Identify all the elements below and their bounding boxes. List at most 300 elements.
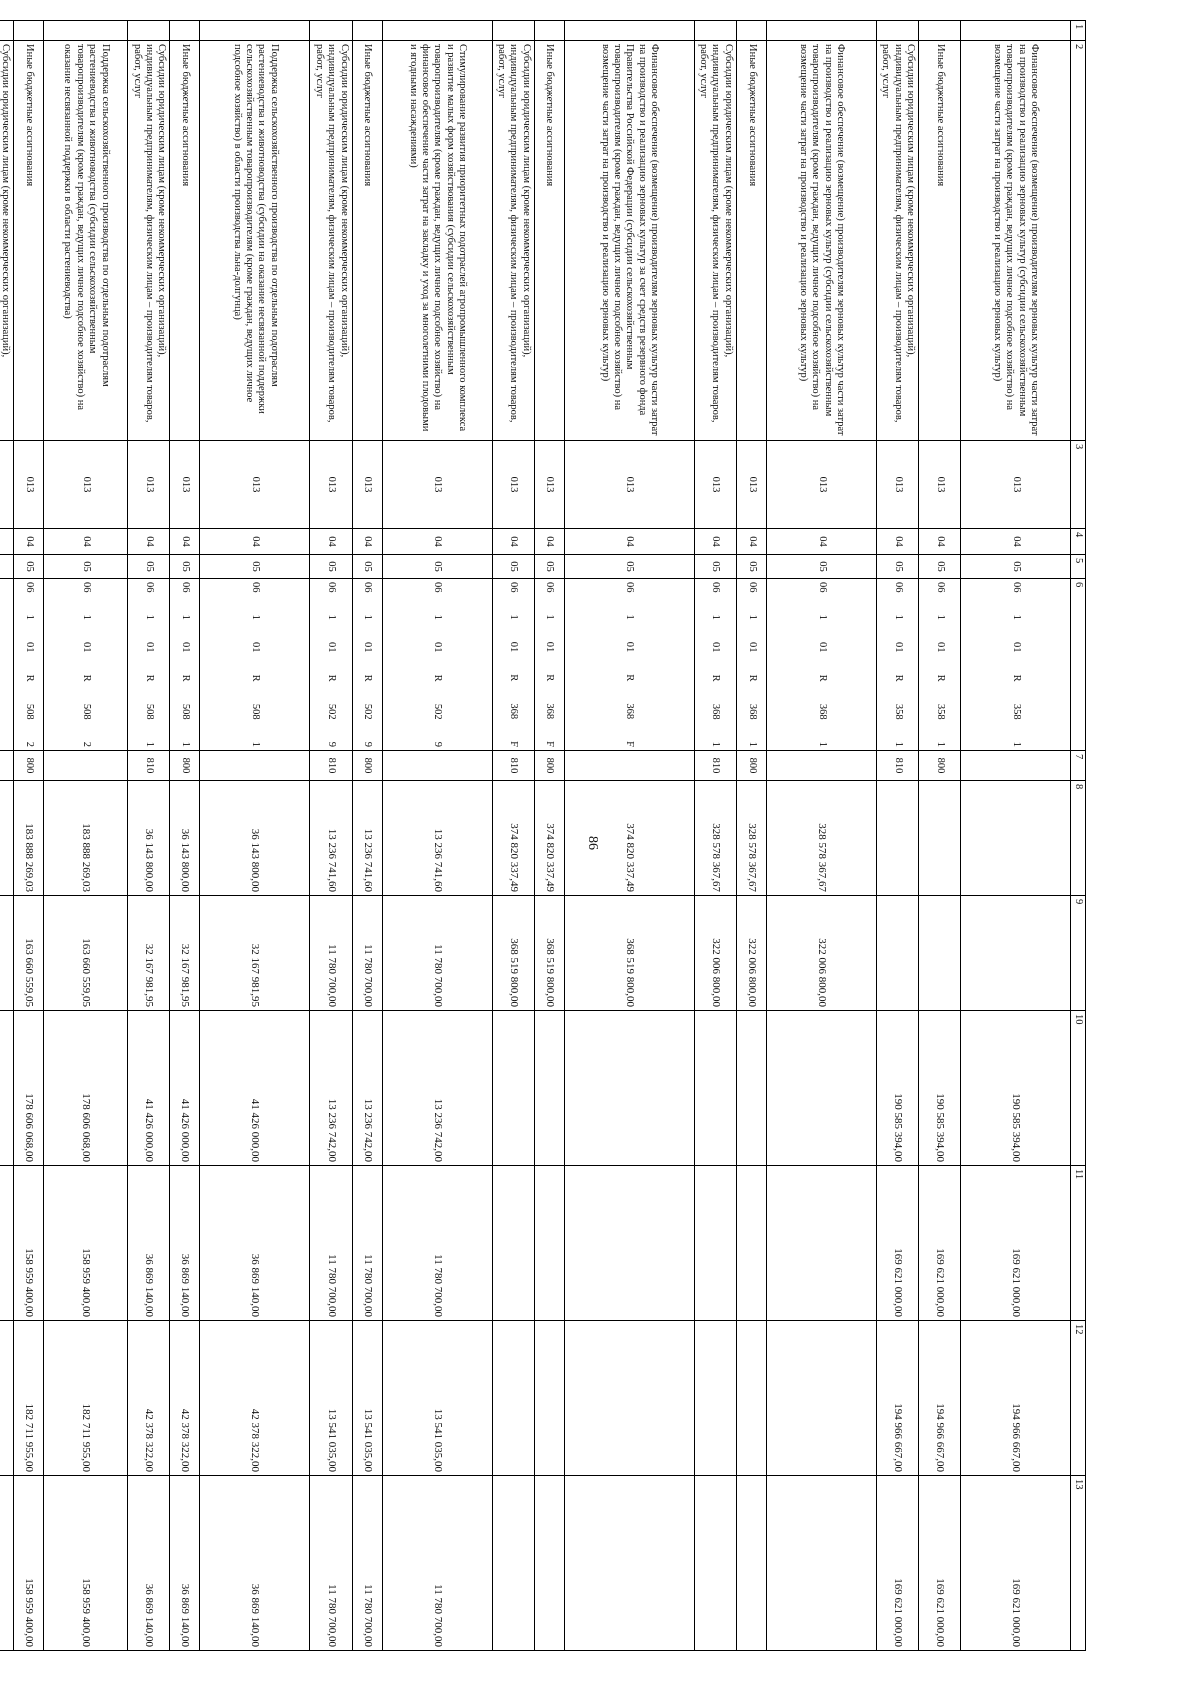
row-spacer-cell: [310, 21, 352, 41]
code-part: 358: [892, 703, 904, 720]
amount-col-12: 13 541 035,00: [310, 1321, 352, 1476]
admin-code: 013: [534, 441, 564, 529]
target-article-code: [0, 579, 14, 751]
table-row: [352, 21, 382, 1651]
code-part: 1: [892, 614, 904, 620]
amount-col-12: [564, 1321, 694, 1476]
code-part: F: [624, 741, 636, 747]
subsection-code: 05: [128, 555, 170, 579]
code-part: 1: [250, 741, 262, 747]
amount-col-13: [766, 1476, 876, 1651]
code-part: 1: [508, 614, 520, 620]
code-part: R: [624, 674, 636, 682]
section-code: 04: [170, 529, 200, 555]
row-name: Поддержка сельскохозяйственного производства по отдельным подотраслям растениеводства и животноводства (субсидии на оказание несвязанной поддержки сельскохозяйственным товаропроизводителям (кроме граждан, ведущих личное подсобное хозяйство) в области производства льна-долгунца): [200, 41, 310, 441]
amount-col-11: [766, 1166, 876, 1321]
amount-col-8: [919, 781, 961, 896]
code-part: 2: [24, 741, 36, 747]
row-spacer-cell: [0, 21, 14, 41]
row-name: Финансовое обеспечение (возмещение) производителям зерновых культур части затрат на производство и реализацию зерновых культур (субсидии сельскохозяйственным товаропроизводителям (кроме граждан, ведущих личное подсобное хозяйство) на возмещение части затрат на производство и реализацию зерновых культур): [961, 41, 1071, 441]
code-part: 01: [892, 642, 904, 653]
amount-col-12: 182 711 955,00: [14, 1321, 44, 1476]
amount-col-8: 183 888 269,03: [14, 781, 44, 896]
subsection-code: 05: [876, 555, 918, 579]
code-part: 1: [362, 614, 374, 620]
row-name: Субсидии юридическим лицам (кроме некоммерческих организаций), индивидуальным предпринимателям, физическим лицам – производителям товаров, работ, услуг: [694, 41, 736, 441]
code-part: 1: [250, 614, 262, 620]
section-code: 04: [919, 529, 961, 555]
amount-col-8: 36 143 800,00: [200, 781, 310, 896]
code-part: 508: [144, 703, 156, 720]
amount-col-12: [766, 1321, 876, 1476]
code-part: 06: [250, 582, 262, 593]
row-name: Иные бюджетные ассигнования: [170, 41, 200, 441]
target-article-code: [766, 579, 876, 751]
amount-col-12: 13 541 035,00: [352, 1321, 382, 1476]
code-part: 01: [180, 642, 192, 653]
expense-type-code: [0, 751, 14, 781]
amount-col-8: 36 143 800,00: [170, 781, 200, 896]
amount-col-13: 158 959 400,00: [14, 1476, 44, 1651]
code-part: 01: [508, 641, 520, 653]
code-part: 1: [544, 614, 556, 620]
expense-type-code: 810: [128, 751, 170, 781]
admin-code: 013: [919, 441, 961, 529]
code-part: 06: [24, 582, 36, 593]
admin-code: 013: [961, 441, 1071, 529]
table-row: [200, 21, 310, 1651]
section-code: 04: [382, 529, 492, 555]
expense-type-code: 800: [352, 751, 382, 781]
amount-col-13: 36 869 140,00: [128, 1476, 170, 1651]
row-spacer-cell: [961, 21, 1071, 41]
amount-col-12: 182 711 955,00: [44, 1321, 128, 1476]
amount-col-8: 183 888 269,03: [44, 781, 128, 896]
row-name: Финансовое обеспечение (возмещение) производителям зерновых культур части затрат на производство и реализацию зерновых культур за счет средств резервного фонда Правительства Российской Федерации (субсидии сельскохозяйственным товаропроизводителям (кроме граждан, ведущих личное подсобное хозяйство) на возмещение части затрат на производство и реализацию зерновых культур): [564, 41, 694, 441]
admin-code: 013: [128, 441, 170, 529]
code-part: 06: [1010, 582, 1022, 593]
code-part: R: [432, 674, 444, 682]
amount-col-12: 42 378 322,00: [170, 1321, 200, 1476]
code-part: 1: [934, 741, 946, 747]
row-name: Иные бюджетные ассигнования: [352, 41, 382, 441]
section-code: 04: [128, 529, 170, 555]
row-spacer-cell: [170, 21, 200, 41]
admin-code: 013: [736, 441, 766, 529]
row-spacer-cell: [128, 21, 170, 41]
code-part: 368: [710, 703, 722, 720]
amount-col-12: [736, 1321, 766, 1476]
amount-col-11: 169 621 000,00: [876, 1166, 918, 1321]
expense-type-code: 800: [919, 751, 961, 781]
amount-col-11: 169 621 000,00: [919, 1166, 961, 1321]
amount-col-8: 374 820 337,49: [534, 781, 564, 896]
table-row: [694, 21, 736, 1651]
amount-col-11: [564, 1166, 694, 1321]
column-number-5: 5: [1071, 555, 1086, 579]
code-part: 9: [326, 741, 338, 747]
code-part: R: [746, 674, 758, 682]
admin-code: 013: [14, 441, 44, 529]
table-row: [492, 21, 534, 1651]
subsection-code: 05: [736, 555, 766, 579]
row-spacer-cell: [876, 21, 918, 41]
amount-col-12: 42 378 322,00: [128, 1321, 170, 1476]
amount-col-9: 322 006 800,00: [736, 896, 766, 1011]
code-part: 1: [710, 741, 722, 747]
amount-col-11: 11 780 700,00: [382, 1166, 492, 1321]
target-article-code-parts: [1009, 582, 1021, 747]
amount-col-10: [534, 1011, 564, 1166]
table-row: [564, 21, 694, 1651]
amount-col-11: 158 959 400,00: [14, 1166, 44, 1321]
table-row: [44, 21, 128, 1651]
table-row: [766, 21, 876, 1651]
code-part: 508: [250, 703, 262, 720]
amount-col-10: 178 606 068,00: [14, 1011, 44, 1166]
amount-col-13: 11 780 700,00: [382, 1476, 492, 1651]
code-part: 368: [624, 703, 636, 720]
section-code: 04: [876, 529, 918, 555]
amount-col-9: [919, 896, 961, 1011]
admin-code: 013: [382, 441, 492, 529]
amount-col-12: [492, 1321, 534, 1476]
code-part: R: [81, 674, 93, 682]
code-part: 06: [326, 582, 338, 593]
subsection-code: 05: [534, 555, 564, 579]
amount-col-11: 36 869 140,00: [128, 1166, 170, 1321]
target-article-code: [919, 579, 961, 751]
amount-col-11: [694, 1166, 736, 1321]
expense-type-code: [382, 751, 492, 781]
amount-col-8: [961, 781, 1071, 896]
code-part: R: [250, 674, 262, 682]
amount-col-11: 169 621 000,00: [961, 1166, 1071, 1321]
table-row: [170, 21, 200, 1651]
section-code: 04: [44, 529, 128, 555]
section-code: 04: [736, 529, 766, 555]
table-row: [919, 21, 961, 1651]
amount-col-10: 190 585 394,00: [961, 1011, 1071, 1166]
column-number-3: 3: [1071, 441, 1086, 529]
target-article-code-parts: [23, 582, 35, 747]
amount-col-13: 158 959 400,00: [44, 1476, 128, 1651]
code-part: 368: [816, 703, 828, 720]
target-article-code-parts: [249, 582, 261, 747]
code-part: R: [544, 674, 556, 682]
target-article-code-parts: [745, 582, 757, 747]
amount-col-13: [0, 1476, 14, 1651]
column-number-7: 7: [1071, 751, 1086, 781]
expense-type-code: 800: [534, 751, 564, 781]
row-name: Субсидии юридическим лицам (кроме некоммерческих организаций), индивидуальным предпринимателям, физическим лицам – производителям товаров, работ, услуг: [876, 41, 918, 441]
expense-type-code: 800: [170, 751, 200, 781]
target-article-code-parts: [623, 582, 635, 747]
row-name: Иные бюджетные ассигнования: [534, 41, 564, 441]
code-part: 358: [1010, 703, 1022, 720]
section-code: 04: [310, 529, 352, 555]
amount-col-11: [0, 1166, 14, 1321]
code-part: 06: [710, 582, 722, 593]
row-spacer-cell: [44, 21, 128, 41]
target-article-code: [200, 579, 310, 751]
row-spacer-cell: [766, 21, 876, 41]
subsection-code: 05: [170, 555, 200, 579]
table-row: [876, 21, 918, 1651]
column-number-13: 13: [1071, 1476, 1086, 1651]
table-row: [14, 21, 44, 1651]
amount-col-13: 11 780 700,00: [310, 1476, 352, 1651]
amount-col-9: [0, 896, 14, 1011]
amount-col-9: 163 660 559,05: [14, 896, 44, 1011]
amount-col-8: 328 578 367,67: [694, 781, 736, 896]
table-body: [0, 21, 1071, 1651]
admin-code: 013: [200, 441, 310, 529]
code-part: 502: [362, 703, 374, 720]
target-article-code-parts: [543, 582, 555, 747]
code-part: 06: [362, 582, 374, 593]
amount-col-11: [534, 1166, 564, 1321]
admin-code: [0, 441, 14, 529]
target-article-code: [170, 579, 200, 751]
admin-code: 013: [352, 441, 382, 529]
admin-code: 013: [170, 441, 200, 529]
row-spacer-cell: [492, 21, 534, 41]
subsection-code: 05: [44, 555, 128, 579]
code-part: 368: [746, 703, 758, 720]
row-name: Поддержка сельскохозяйственного производства по отдельным подотраслям растениеводства и животноводства (субсидии сельскохозяйственным товаропроизводителям (кроме граждан, ведущих личное подсобное хозяйство) на оказание несвязанной поддержки в области растениеводства): [44, 41, 128, 441]
amount-col-9: 368 519 800,00: [564, 896, 694, 1011]
amount-col-10: 41 426 000,00: [200, 1011, 310, 1166]
row-spacer-cell: [919, 21, 961, 41]
code-part: 1: [432, 614, 444, 620]
expense-type-code: 800: [14, 751, 44, 781]
amount-col-10: 13 236 742,00: [382, 1011, 492, 1166]
code-part: 1: [746, 741, 758, 747]
code-part: 1: [1010, 614, 1022, 620]
column-number-8: 8: [1071, 781, 1086, 896]
amount-col-9: 11 780 700,00: [382, 896, 492, 1011]
code-part: 1: [816, 614, 828, 620]
code-part: 01: [934, 642, 946, 653]
row-name: Субсидии юридическим лицам (кроме некоммерческих организаций), индивидуальным предпринимателям, физическим лицам – производителям товаров, работ, услуг: [128, 41, 170, 441]
admin-code: 013: [492, 441, 534, 529]
amount-col-10: 41 426 000,00: [128, 1011, 170, 1166]
code-part: 368: [508, 703, 520, 720]
amount-col-9: 11 780 700,00: [310, 896, 352, 1011]
code-part: 1: [710, 614, 722, 620]
row-spacer-cell: [534, 21, 564, 41]
row-name: Субсидии юридическим лицам (кроме некоммерческих организаций), индивидуальным предпринимателям, физическим лицам – производителям товаров, работ, услуг: [492, 41, 534, 441]
code-part: R: [934, 674, 946, 682]
amount-col-10: [736, 1011, 766, 1166]
amount-col-12: [534, 1321, 564, 1476]
section-code: 04: [766, 529, 876, 555]
subsection-code: 05: [919, 555, 961, 579]
column-number-10: 10: [1071, 1011, 1086, 1166]
code-part: 1: [180, 614, 192, 620]
subsection-code: 05: [352, 555, 382, 579]
expense-type-code: 800: [736, 751, 766, 781]
code-part: 01: [746, 642, 758, 653]
expense-type-code: 810: [876, 751, 918, 781]
code-part: 01: [144, 642, 156, 653]
target-article-code: [44, 579, 128, 751]
amount-col-9: 32 167 981,95: [128, 896, 170, 1011]
expense-type-code: 810: [492, 751, 534, 781]
amount-col-10: [694, 1011, 736, 1166]
amount-col-12: 42 378 322,00: [200, 1321, 310, 1476]
code-part: 1: [1010, 741, 1022, 747]
section-code: 04: [564, 529, 694, 555]
expense-type-code: 810: [694, 751, 736, 781]
row-spacer-cell: [694, 21, 736, 41]
amount-col-9: [961, 896, 1071, 1011]
admin-code: 013: [564, 441, 694, 529]
target-article-code: [310, 579, 352, 751]
code-part: 06: [816, 582, 828, 593]
code-part: 06: [544, 582, 556, 593]
amount-col-10: 41 426 000,00: [170, 1011, 200, 1166]
amount-col-13: [492, 1476, 534, 1651]
amount-col-10: [766, 1011, 876, 1166]
target-article-code-parts: [933, 582, 945, 747]
column-number-11: 11: [1071, 1166, 1086, 1321]
subsection-code: 05: [694, 555, 736, 579]
section-code: 04: [14, 529, 44, 555]
amount-col-12: 194 966 667,00: [876, 1321, 918, 1476]
amount-col-10: [492, 1011, 534, 1166]
amount-col-13: [564, 1476, 694, 1651]
subsection-code: 05: [564, 555, 694, 579]
admin-code: 013: [310, 441, 352, 529]
page-number: 86: [585, 836, 600, 850]
amount-col-13: 169 621 000,00: [876, 1476, 918, 1651]
amount-col-12: 13 541 035,00: [382, 1321, 492, 1476]
target-article-code-parts: [431, 582, 443, 747]
target-article-code-parts: [325, 582, 337, 747]
code-part: 358: [934, 703, 946, 720]
target-article-code-parts: [709, 582, 721, 747]
code-part: 1: [934, 614, 946, 620]
code-part: 06: [892, 582, 904, 593]
expense-type-code: [766, 751, 876, 781]
table-row: [382, 21, 492, 1651]
code-part: 1: [81, 614, 93, 620]
column-number-9: 9: [1071, 896, 1086, 1011]
code-part: 1: [24, 614, 36, 620]
code-part: 9: [362, 741, 374, 747]
admin-code: 013: [876, 441, 918, 529]
subsection-code: 05: [766, 555, 876, 579]
row-spacer-cell: [14, 21, 44, 41]
amount-col-12: 194 966 667,00: [961, 1321, 1071, 1476]
code-part: 508: [24, 703, 36, 720]
code-part: 1: [326, 614, 338, 620]
amount-col-11: 11 780 700,00: [310, 1166, 352, 1321]
target-article-code: [14, 579, 44, 751]
code-part: 06: [81, 582, 93, 593]
subsection-code: 05: [200, 555, 310, 579]
target-article-code: [128, 579, 170, 751]
amount-col-8: [876, 781, 918, 896]
expense-type-code: [564, 751, 694, 781]
code-part: 508: [180, 703, 192, 720]
table-row: [534, 21, 564, 1651]
rotated-table-wrapper: [0, 20, 1086, 1650]
code-part: 1: [180, 741, 192, 747]
code-part: 1: [144, 614, 156, 620]
table-row: [961, 21, 1071, 1651]
amount-col-9: 32 167 981,95: [170, 896, 200, 1011]
column-number-1: 1: [1071, 21, 1086, 41]
section-code: 04: [694, 529, 736, 555]
amount-col-9: 368 519 800,00: [492, 896, 534, 1011]
row-name: Иные бюджетные ассигнования: [736, 41, 766, 441]
row-spacer-cell: [564, 21, 694, 41]
subsection-code: [0, 555, 14, 579]
code-part: 06: [180, 582, 192, 593]
subsection-code: 05: [961, 555, 1071, 579]
target-article-code-parts: [507, 582, 519, 747]
subsection-code: 05: [310, 555, 352, 579]
code-part: F: [508, 741, 520, 747]
amount-col-13: [694, 1476, 736, 1651]
amount-col-13: 36 869 140,00: [200, 1476, 310, 1651]
code-part: R: [1010, 674, 1022, 682]
target-article-code-parts: [80, 582, 92, 747]
code-part: 1: [746, 614, 758, 620]
column-number-row: [1071, 21, 1086, 1651]
amount-col-13: 169 621 000,00: [919, 1476, 961, 1651]
section-code: 04: [352, 529, 382, 555]
amount-col-11: 11 780 700,00: [352, 1166, 382, 1321]
amount-col-10: [0, 1011, 14, 1166]
row-spacer-cell: [200, 21, 310, 41]
code-part: 01: [250, 642, 262, 653]
target-article-code: [382, 579, 492, 751]
amount-col-11: [736, 1166, 766, 1321]
amount-col-13: 36 869 140,00: [170, 1476, 200, 1651]
amount-col-12: [694, 1321, 736, 1476]
amount-col-9: 11 780 700,00: [352, 896, 382, 1011]
amount-col-11: 36 869 140,00: [200, 1166, 310, 1321]
expense-type-code: [961, 751, 1071, 781]
row-name: Иные бюджетные ассигнования: [14, 41, 44, 441]
table-row: [128, 21, 170, 1651]
code-part: R: [326, 674, 338, 682]
target-article-code: [352, 579, 382, 751]
amount-col-12: [0, 1321, 14, 1476]
code-part: R: [362, 674, 374, 682]
amount-col-8: 36 143 800,00: [128, 781, 170, 896]
amount-col-11: 158 959 400,00: [44, 1166, 128, 1321]
subsection-code: 05: [14, 555, 44, 579]
column-number-12: 12: [1071, 1321, 1086, 1476]
amount-col-8: 13 236 741,60: [310, 781, 352, 896]
row-name: Субсидии юридическим лицам (кроме некоммерческих организаций),: [0, 41, 14, 441]
row-spacer-cell: [382, 21, 492, 41]
subsection-code: 05: [492, 555, 534, 579]
code-part: 502: [326, 703, 338, 720]
code-part: 2: [81, 741, 93, 747]
amount-col-9: 163 660 559,05: [44, 896, 128, 1011]
admin-code: 013: [694, 441, 736, 529]
table-row: [310, 21, 352, 1651]
target-article-code-parts: [143, 582, 155, 747]
column-number-6: 6: [1071, 579, 1086, 751]
target-article-code: [694, 579, 736, 751]
